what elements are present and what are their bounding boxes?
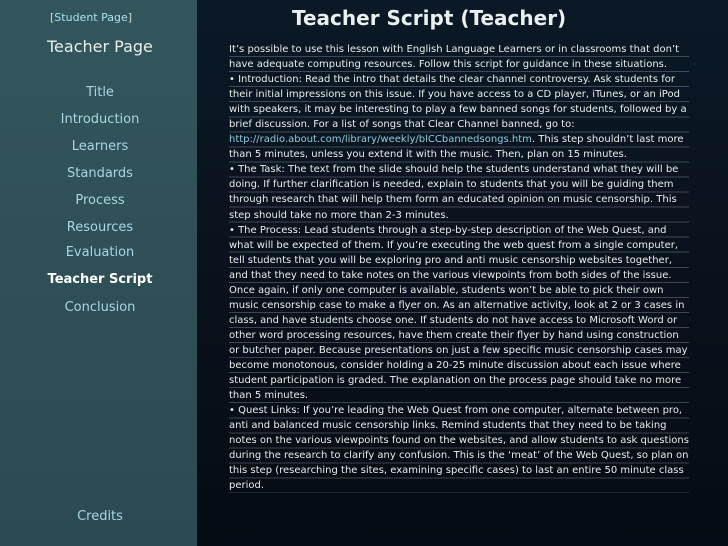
nav-item-learners[interactable]: Learners xyxy=(71,139,129,154)
nav-item-evaluation[interactable]: Evaluation xyxy=(65,245,135,260)
sidebar xyxy=(0,0,197,546)
nav-item-introduction[interactable]: Introduction xyxy=(60,112,140,127)
nav-item-credits[interactable]: Credits xyxy=(77,509,123,524)
nav-item-resources[interactable]: Resources xyxy=(66,220,134,235)
bracket-right: ] xyxy=(127,11,133,24)
nav-item-process[interactable]: Process xyxy=(75,193,125,208)
nav-item-teacher-script[interactable]: Teacher Script xyxy=(47,272,153,287)
script-body xyxy=(229,42,689,493)
introduction-text-end: . This step shouldn’t last more than 5 minutes, unless you extend it with the music. Then, plan on 15 minutes. xyxy=(229,134,684,161)
nav-item-standards[interactable]: Standards xyxy=(67,166,133,181)
paragraph-task-step: • The Task: The text from the slide should help the students understand what they will be doing. If further clarification is needed, explain to students that you will be guiding them through research that will help them form an educated opinion on music censorship. This step should take no more than 2-3 minutes. xyxy=(229,164,679,221)
paragraph-quest-links-step: • Quest Links: If you’re leading the Web Quest from one computer, alternate between pro, anti and balanced music censorship links. Remind students that they need to be taking notes on the various viewpoints found on the websites, and allow students to ask questions during the research to clarify any confusion. This is the ‘meat’ of the Web Quest, so plan on this step (researching the sites, examining specific cases) to last an entire 50 minute class period. xyxy=(229,405,689,492)
banned-songs-link[interactable]: http://radio.about.com/library/weekly/blCCbannedsongs.htm xyxy=(229,134,532,146)
bracket-left: [ xyxy=(50,11,55,24)
paragraph-process-step: • The Process: Lead students through a step-by-step description of the Web Quest, and what will be expected of them. If you’re executing the web quest from a single computer, tell students that you will be exploring pro and anti music censorship websites together, and that they need to take notes on the various viewpoints from both sides of the issue. Once again, if only one computer is available, students won’t be able to pick their own music censorship case to make a flyer on. As an alternative activity, look at 2 or 3 cases in class, and have students choose one. If students do not have access to Microsoft Word or other word processing resources, have them create their flyer by hand using construction or butcher paper. Because presentations on just a few specific music censorship cases may become monotonous, consider holding a 20-25 minute discussion about each issue where student participation is graded. The explanation on the process page should take no more than 5 minutes. xyxy=(229,224,688,402)
student-page-link[interactable]: Student Page xyxy=(54,11,128,24)
page-title: Teacher Script (Teacher) xyxy=(292,6,567,30)
nav-item-title[interactable]: Title xyxy=(86,85,114,100)
paragraph-intro: It’s possible to use this lesson with English Language Learners or in classrooms that don’t have adequate computing resources. Follow this script for guidance in these situations. xyxy=(229,44,680,71)
student-page-link-wrap xyxy=(50,11,132,24)
paragraph-introduction-step xyxy=(229,72,689,162)
nav-item-conclusion[interactable]: Conclusion xyxy=(64,300,136,315)
page-label: Teacher Page xyxy=(47,37,153,56)
introduction-text: • Introduction: Read the intro that details the clear channel controversy. Ask students for their initial impressions on this issue. If you have access to a CD player, iTunes, or an iPod with speakers, it may be interesting to play a few banned songs for students, followed by a brief discussion. For a list of songs that Clear Channel banned, go to: xyxy=(229,74,687,131)
